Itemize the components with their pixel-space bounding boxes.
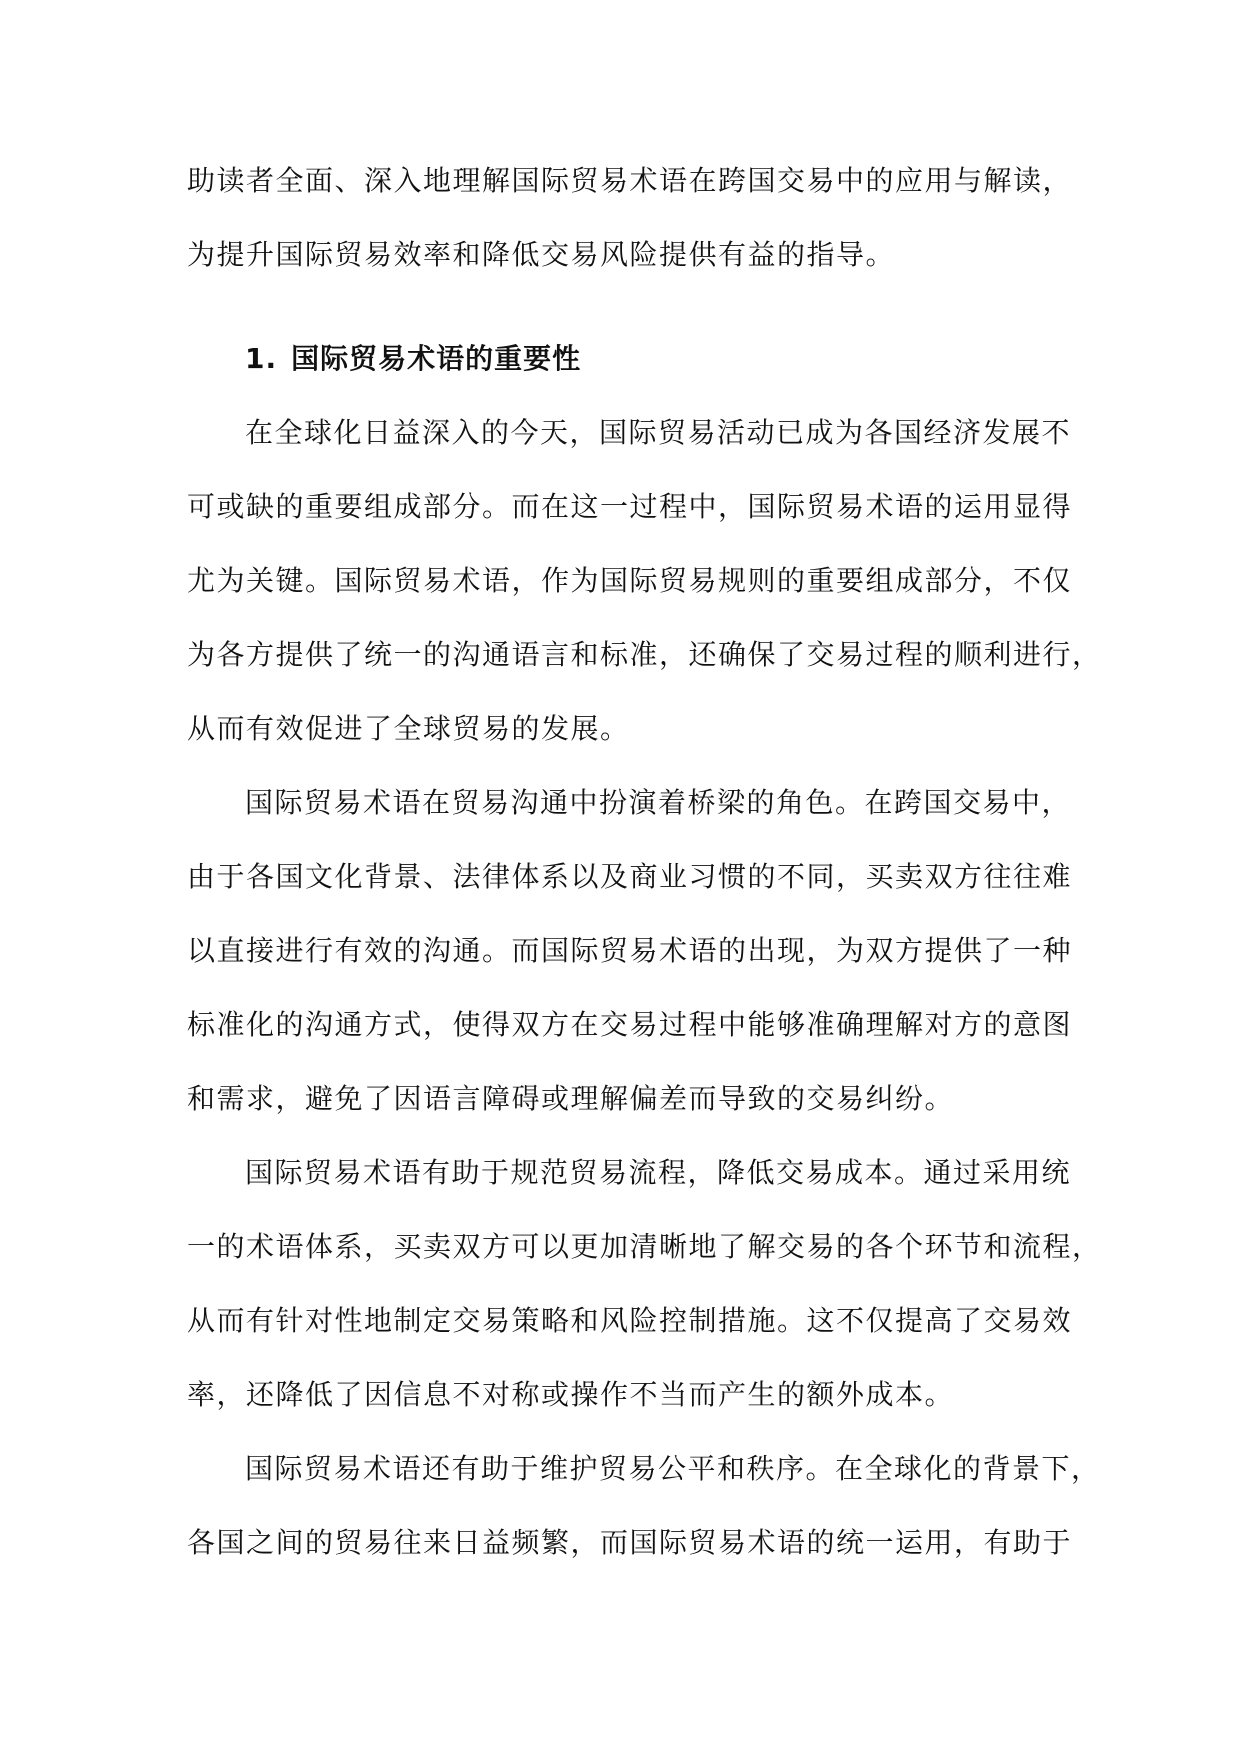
paragraph (187, 1432, 1101, 1580)
text-line: 标准化的沟通方式，使得双方在交易过程中能够准确理解对方的意图 (187, 1008, 1073, 1041)
text-line: 国际贸易术语在贸易沟通中扮演着桥梁的角色。在跨国交易中， (245, 786, 1072, 819)
section-heading (187, 322, 1063, 396)
text-line: 率，还降低了因信息不对称或操作不当而产生的额外成本。 (187, 1378, 955, 1411)
text-line: 一的术语体系，买卖双方可以更加清晰地了解交易的各个环节和流程， (187, 1230, 1102, 1263)
text-line: 为提升国际贸易效率和降低交易风险提供有益的指导。 (187, 238, 896, 271)
text-line: 可或缺的重要组成部分。而在这一过程中，国际贸易术语的运用显得 (187, 490, 1073, 523)
text-line: 国际贸易术语还有助于维护贸易公平和秩序。在全球化的背景下， (245, 1452, 1101, 1485)
text-line: 尤为关键。国际贸易术语，作为国际贸易规则的重要组成部分，不仅 (187, 564, 1073, 597)
intro-paragraph (187, 144, 1073, 292)
text-line: 在全球化日益深入的今天，国际贸易活动已成为各国经济发展不 (245, 416, 1072, 449)
text-line: 助读者全面、深入地理解国际贸易术语在跨国交易中的应用与解读， (187, 164, 1073, 197)
paragraph (187, 396, 1102, 766)
text-line: 从而有效促进了全球贸易的发展。 (187, 712, 630, 745)
text-line: 国际贸易术语有助于规范贸易流程，降低交易成本。通过采用统 (245, 1156, 1072, 1189)
text-line: 各国之间的贸易往来日益频繁，而国际贸易术语的统一运用，有助于 (187, 1526, 1073, 1559)
spacer (187, 292, 1063, 322)
text-line: 和需求，避免了因语言障碍或理解偏差而导致的交易纠纷。 (187, 1082, 955, 1115)
section-title: 国际贸易术语的重要性 (291, 342, 582, 375)
text-line: 为各方提供了统一的沟通语言和标准，还确保了交易过程的顺利进行， (187, 638, 1102, 671)
document-body (187, 144, 1102, 1580)
text-line: 由于各国文化背景、法律体系以及商业习惯的不同，买卖双方往往难 (187, 860, 1073, 893)
section-number: 1. (245, 342, 278, 375)
paragraph (187, 766, 1073, 1136)
text-line: 以直接进行有效的沟通。而国际贸易术语的出现，为双方提供了一种 (187, 934, 1073, 967)
paragraph (187, 1136, 1102, 1432)
text-line: 从而有针对性地制定交易策略和风险控制措施。这不仅提高了交易效 (187, 1304, 1073, 1337)
